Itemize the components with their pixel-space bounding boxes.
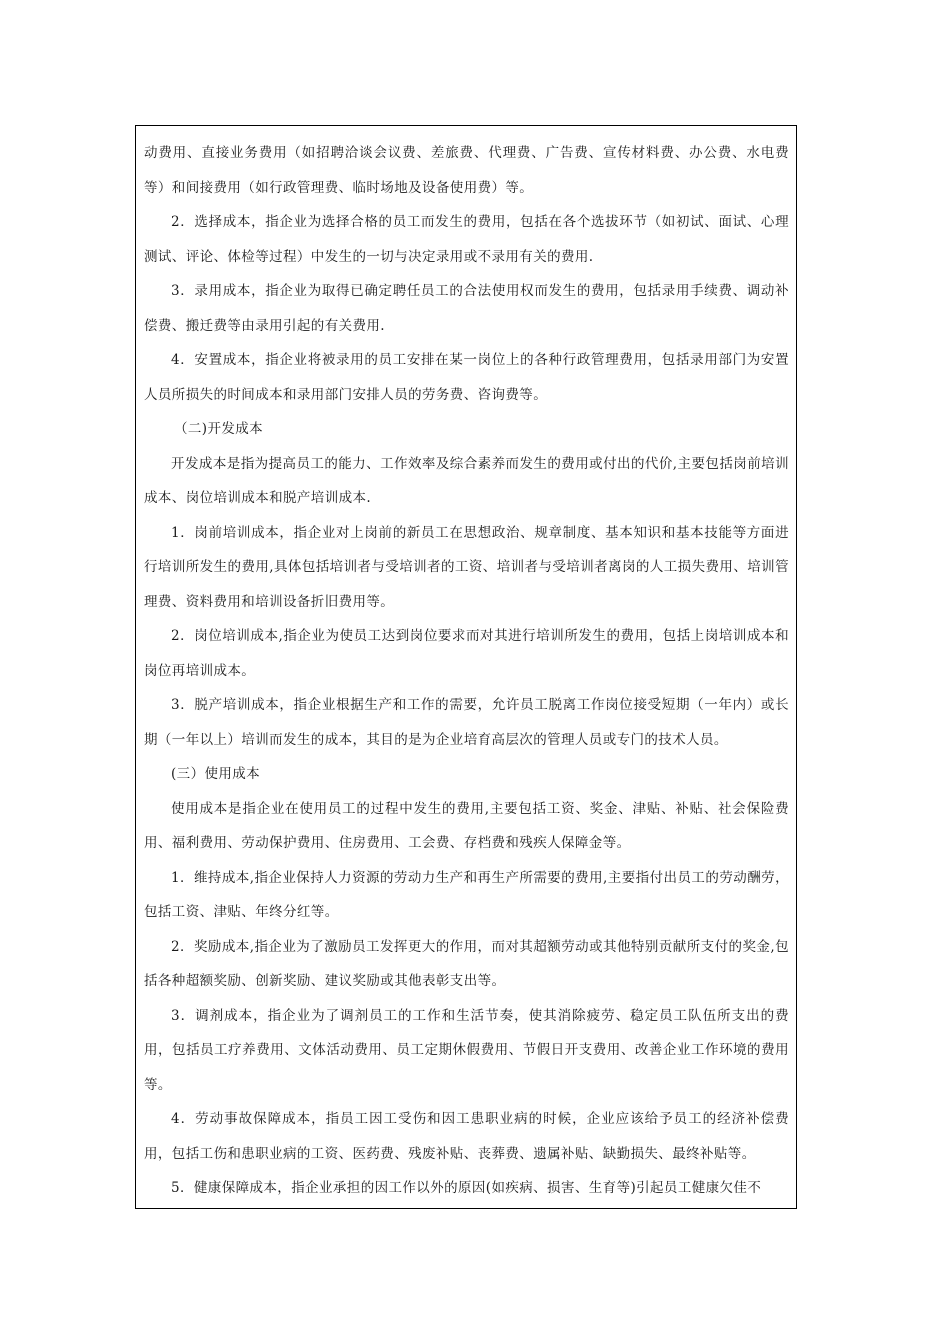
document-body bbox=[144, 136, 789, 1206]
paragraph-off-job-training: 3．脱产培训成本，指企业根据生产和工作的需要，允许员工脱离工作岗位接受短期（一年内）或长期（一年以上）培训而发生的成本，其目的是为企业培育高层次的管理人员或专门的技术人员。 bbox=[144, 697, 789, 748]
paragraph-pre-job-training: 1．岗前培训成本，指企业对上岗前的新员工在思想政治、规章制度、基本知识和基本技能等方面进行培训所发生的费用,具体包括培训者与受培训者的工资、培训者与受培训者离岗的人工损失费用、培训管理费、资料费用和培训设备折旧费用等。 bbox=[144, 524, 789, 610]
paragraph-development-cost: 开发成本是指为提高员工的能力、工作效率及综合素养而发生的费用或付出的代价,主要包括岗前培训成本、岗位培训成本和脱产培训成本. bbox=[144, 455, 789, 506]
paragraph-usage-cost: 使用成本是指企业在使用员工的过程中发生的费用,主要包括工资、奖金、津贴、补贴、社会保险费用、福利费用、劳动保护费用、住房费用、工会费、存档费和残疾人保障金等。 bbox=[144, 800, 789, 851]
section-heading-development-cost: （二)开发成本 bbox=[174, 421, 264, 437]
paragraph-adjustment-cost: 3．调剂成本，指企业为了调剂员工的工作和生活节奏，使其消除疲劳、稳定员工队伍所支出的费用，包括员工疗养费用、文体活动费用、员工定期休假费用、节假日开支费用、改善企业工作环境的费用等。 bbox=[144, 1007, 789, 1093]
paragraph-reward-cost: 2．奖励成本,指企业为了激励员工发挥更大的作用，而对其超额劳动或其他特别贡献所支付的奖金,包括各种超额奖励、创新奖励、建议奖励或其他表彰支出等。 bbox=[144, 938, 789, 989]
paragraph-hiring-cost: 3．录用成本，指企业为取得已确定聘任员工的合法使用权而发生的费用，包括录用手续费、调动补偿费、搬迁费等由录用引起的有关费用. bbox=[144, 283, 789, 334]
paragraph-on-job-training: 2．岗位培训成本,指企业为使员工达到岗位要求而对其进行培训所发生的费用，包括上岗培训成本和岗位再培训成本。 bbox=[144, 628, 789, 679]
paragraph-maintenance-cost: 1．维持成本,指企业保持人力资源的劳动力生产和再生产所需要的费用,主要指付出员工的劳动酬劳，包括工资、津贴、年终分红等。 bbox=[144, 869, 789, 920]
paragraph-recruit-cost-cont: 动费用、直接业务费用（如招聘洽谈会议费、差旅费、代理费、广告费、宣传材料费、办公费、水电费等）和间接费用（如行政管理费、临时场地及设备使用费）等。 bbox=[144, 145, 789, 196]
paragraph-placement-cost: 4．安置成本，指企业将被录用的员工安排在某一岗位上的各种行政管理费用，包括录用部门为安置人员所损失的时间成本和录用部门安排人员的劳务费、咨询费等。 bbox=[144, 352, 789, 403]
paragraph-health-cost: 5．健康保障成本，指企业承担的因工作以外的原因(如疾病、损害、生育等)引起员工健康欠佳不 bbox=[171, 1180, 762, 1196]
section-heading-usage-cost: (三）使用成本 bbox=[171, 766, 261, 782]
paragraph-selection-cost: 2．选择成本，指企业为选择合格的员工而发生的费用，包括在各个选拔环节（如初试、面试、心理测试、评论、体检等过程）中发生的一切与决定录用或不录用有关的费用. bbox=[144, 214, 789, 265]
paragraph-accident-cost: 4．劳动事故保障成本，指员工因工受伤和因工患职业病的时候，企业应该给予员工的经济补偿费用，包括工伤和患职业病的工资、医药费、残废补贴、丧葬费、遗属补贴、缺勤损失、最终补贴等。 bbox=[144, 1111, 789, 1162]
